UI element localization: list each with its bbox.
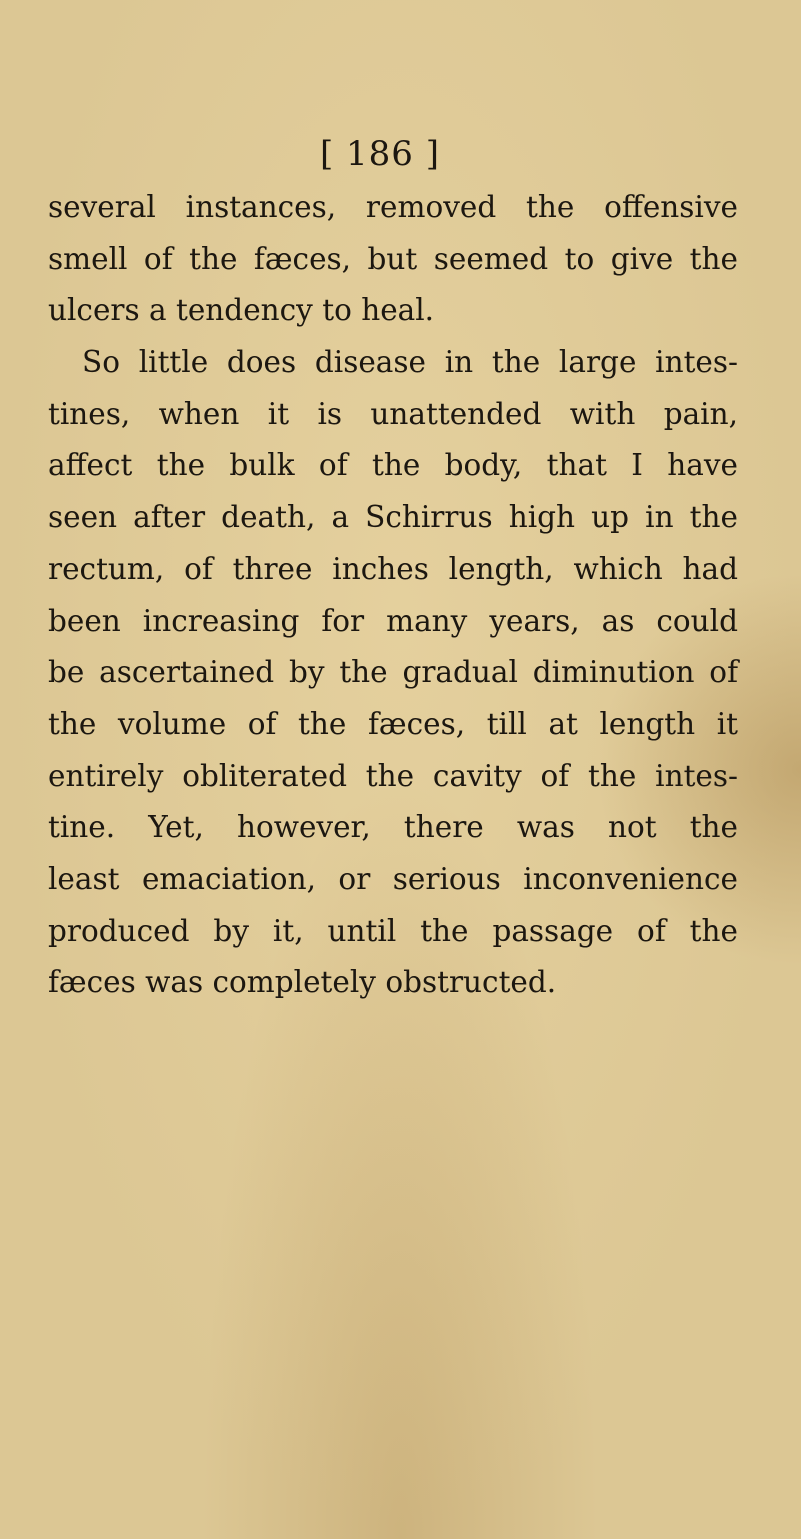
text-line: ulcers a tendency to heal.: [48, 293, 435, 328]
text-line: affect the bulk of the body, that I have: [48, 448, 738, 483]
text-line: seen after death, a Schirrus high up in the: [48, 500, 738, 535]
text-line: tine. Yet, however, there was not the: [48, 810, 738, 845]
page-number-header: [ 186 ]: [319, 134, 441, 174]
text-line: entirely obliterated the cavity of the intes-: [48, 758, 738, 793]
text-line: fæces was completely obstructed.: [48, 965, 557, 1000]
text-line: tines, when it is unattended with pain,: [48, 396, 738, 431]
text-line: the volume of the fæces, till at length it: [48, 706, 738, 741]
paragraph-first-line: So little does disease in the large intes-: [82, 345, 738, 380]
text-line: rectum, of three inches length, which had: [48, 551, 738, 586]
text-line: least emaciation, or serious inconvenience: [48, 861, 738, 896]
body-text: [48, 182, 738, 1009]
text-line: be ascertained by the gradual diminution of: [48, 655, 738, 690]
text-line: several instances, removed the offensive: [48, 190, 738, 224]
text-line: produced by it, until the passage of the: [48, 913, 738, 948]
text-line: been increasing for many years, as could: [48, 603, 738, 638]
text-line: smell of the fæces, but seemed to give the: [48, 241, 738, 276]
